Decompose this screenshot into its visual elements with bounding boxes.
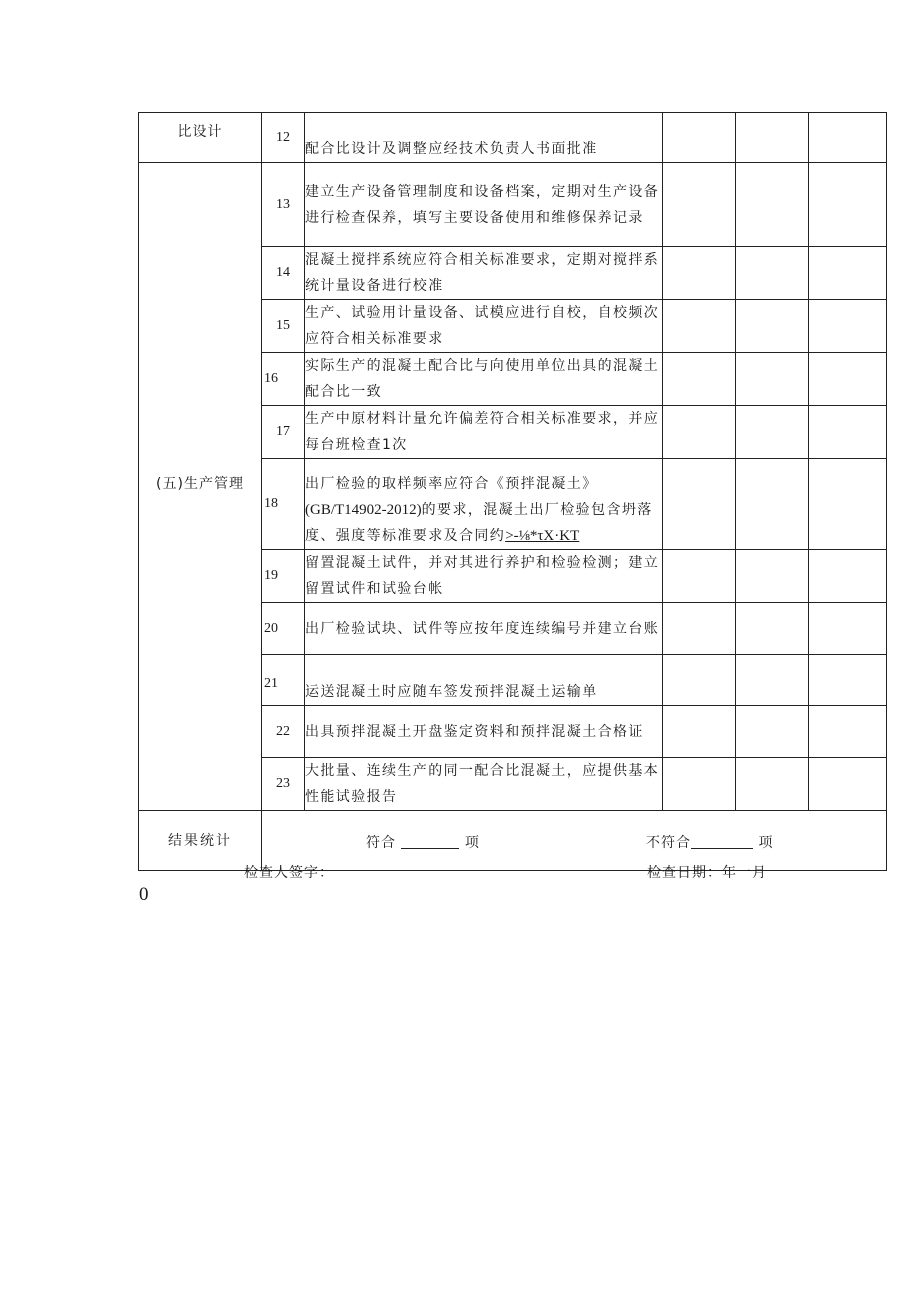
item-text: 配合比设计及调整应经技术负责人书面批准 (305, 113, 663, 163)
conform-blank[interactable] (401, 834, 459, 849)
table-row (139, 113, 887, 163)
conform-unit: 项 (464, 835, 480, 851)
nonconform-count (646, 830, 773, 856)
item-number: 17 (262, 406, 305, 459)
check-cell[interactable] (663, 406, 736, 459)
check-cell[interactable] (663, 353, 736, 406)
check-cell[interactable] (736, 459, 809, 550)
item-number: 21 (262, 655, 305, 706)
page-number: 0 (139, 884, 149, 905)
item-number: 22 (262, 706, 305, 758)
category-cell: (五)生产管理 (139, 163, 262, 811)
inspection-date: 检查日期：年一月 (647, 865, 767, 881)
check-cell[interactable] (736, 603, 809, 655)
item-text: 留置混凝土试件，并对其进行养护和检验检测；建立留置试件和试验台帐 (305, 550, 663, 603)
nonconform-label: 不符合 (646, 835, 691, 851)
item-text (305, 459, 663, 550)
check-cell[interactable] (663, 300, 736, 353)
check-cell[interactable] (663, 758, 736, 811)
item-text: 建立生产设备管理制度和设备档案，定期对生产设备进行检查保养，填写主要设备使用和维修保养记录 (305, 163, 663, 247)
item-text: 运送混凝土时应随车签发预拌混凝土运输单 (305, 655, 663, 706)
conform-label: 符合 (366, 835, 396, 851)
check-cell[interactable] (809, 163, 887, 247)
check-cell[interactable] (809, 247, 887, 300)
check-cell[interactable] (809, 113, 887, 163)
category-cell: 比设计 (139, 113, 262, 163)
item-text: 生产、试验用计量设备、试模应进行自校，自校频次应符合相关标准要求 (305, 300, 663, 353)
item-text: 出厂检验试块、试件等应按年度连续编号并建立台账 (305, 603, 663, 655)
check-cell[interactable] (809, 706, 887, 758)
check-cell[interactable] (809, 655, 887, 706)
check-cell[interactable] (809, 406, 887, 459)
item-number: 16 (262, 353, 305, 406)
check-cell[interactable] (736, 406, 809, 459)
check-cell[interactable] (736, 550, 809, 603)
table-row (139, 163, 887, 247)
item-number: 12 (262, 113, 305, 163)
check-cell[interactable] (736, 163, 809, 247)
standard-code: (GB/T14902-2012) (305, 502, 422, 518)
result-label: 结果统计 (139, 811, 262, 871)
check-cell[interactable] (736, 706, 809, 758)
nonconform-unit: 项 (758, 835, 774, 851)
check-cell[interactable] (663, 603, 736, 655)
check-cell[interactable] (736, 113, 809, 163)
check-cell[interactable] (663, 247, 736, 300)
item-number: 19 (262, 550, 305, 603)
check-cell[interactable] (736, 247, 809, 300)
inspector-signature: 检查人签字： (244, 865, 334, 881)
check-cell[interactable] (736, 758, 809, 811)
item-number: 20 (262, 603, 305, 655)
check-cell[interactable] (809, 353, 887, 406)
check-cell[interactable] (663, 655, 736, 706)
item-number: 23 (262, 758, 305, 811)
check-cell[interactable] (663, 113, 736, 163)
item-number: 18 (262, 459, 305, 550)
item-text: 出具预拌混凝土开盘鉴定资料和预拌混凝土合格证 (305, 706, 663, 758)
check-cell[interactable] (736, 353, 809, 406)
item-text: 大批量、连续生产的同一配合比混凝土，应提供基本性能试验报告 (305, 758, 663, 811)
item-text: 生产中原材料计量允许偏差符合相关标准要求，并应每台班检查1次 (305, 406, 663, 459)
conform-count (366, 830, 480, 856)
check-cell[interactable] (663, 163, 736, 247)
check-cell[interactable] (663, 706, 736, 758)
summary-cell (262, 811, 887, 871)
item-number: 15 (262, 300, 305, 353)
check-cell[interactable] (736, 655, 809, 706)
check-cell[interactable] (809, 758, 887, 811)
garbled-text: >-⅛*τX·KT (505, 528, 580, 544)
check-cell[interactable] (809, 550, 887, 603)
check-cell[interactable] (736, 300, 809, 353)
item-text-part: 出厂检验的取样频率应符合《预拌混凝土》 (305, 476, 598, 492)
nonconform-blank[interactable] (691, 834, 753, 849)
check-cell[interactable] (809, 459, 887, 550)
item-text: 混凝土搅拌系统应符合相关标准要求，定期对搅拌系统计量设备进行校准 (305, 247, 663, 300)
check-cell[interactable] (663, 550, 736, 603)
item-text-part: 的要求，混凝土出厂检验包含坍落度、强度等标准要求及合同约 (305, 502, 653, 544)
check-cell[interactable] (663, 459, 736, 550)
check-cell[interactable] (809, 300, 887, 353)
item-number: 14 (262, 247, 305, 300)
inspection-table (138, 112, 887, 871)
item-number: 13 (262, 163, 305, 247)
check-cell[interactable] (809, 603, 887, 655)
item-text: 实际生产的混凝土配合比与向使用单位出具的混凝土配合比一致 (305, 353, 663, 406)
